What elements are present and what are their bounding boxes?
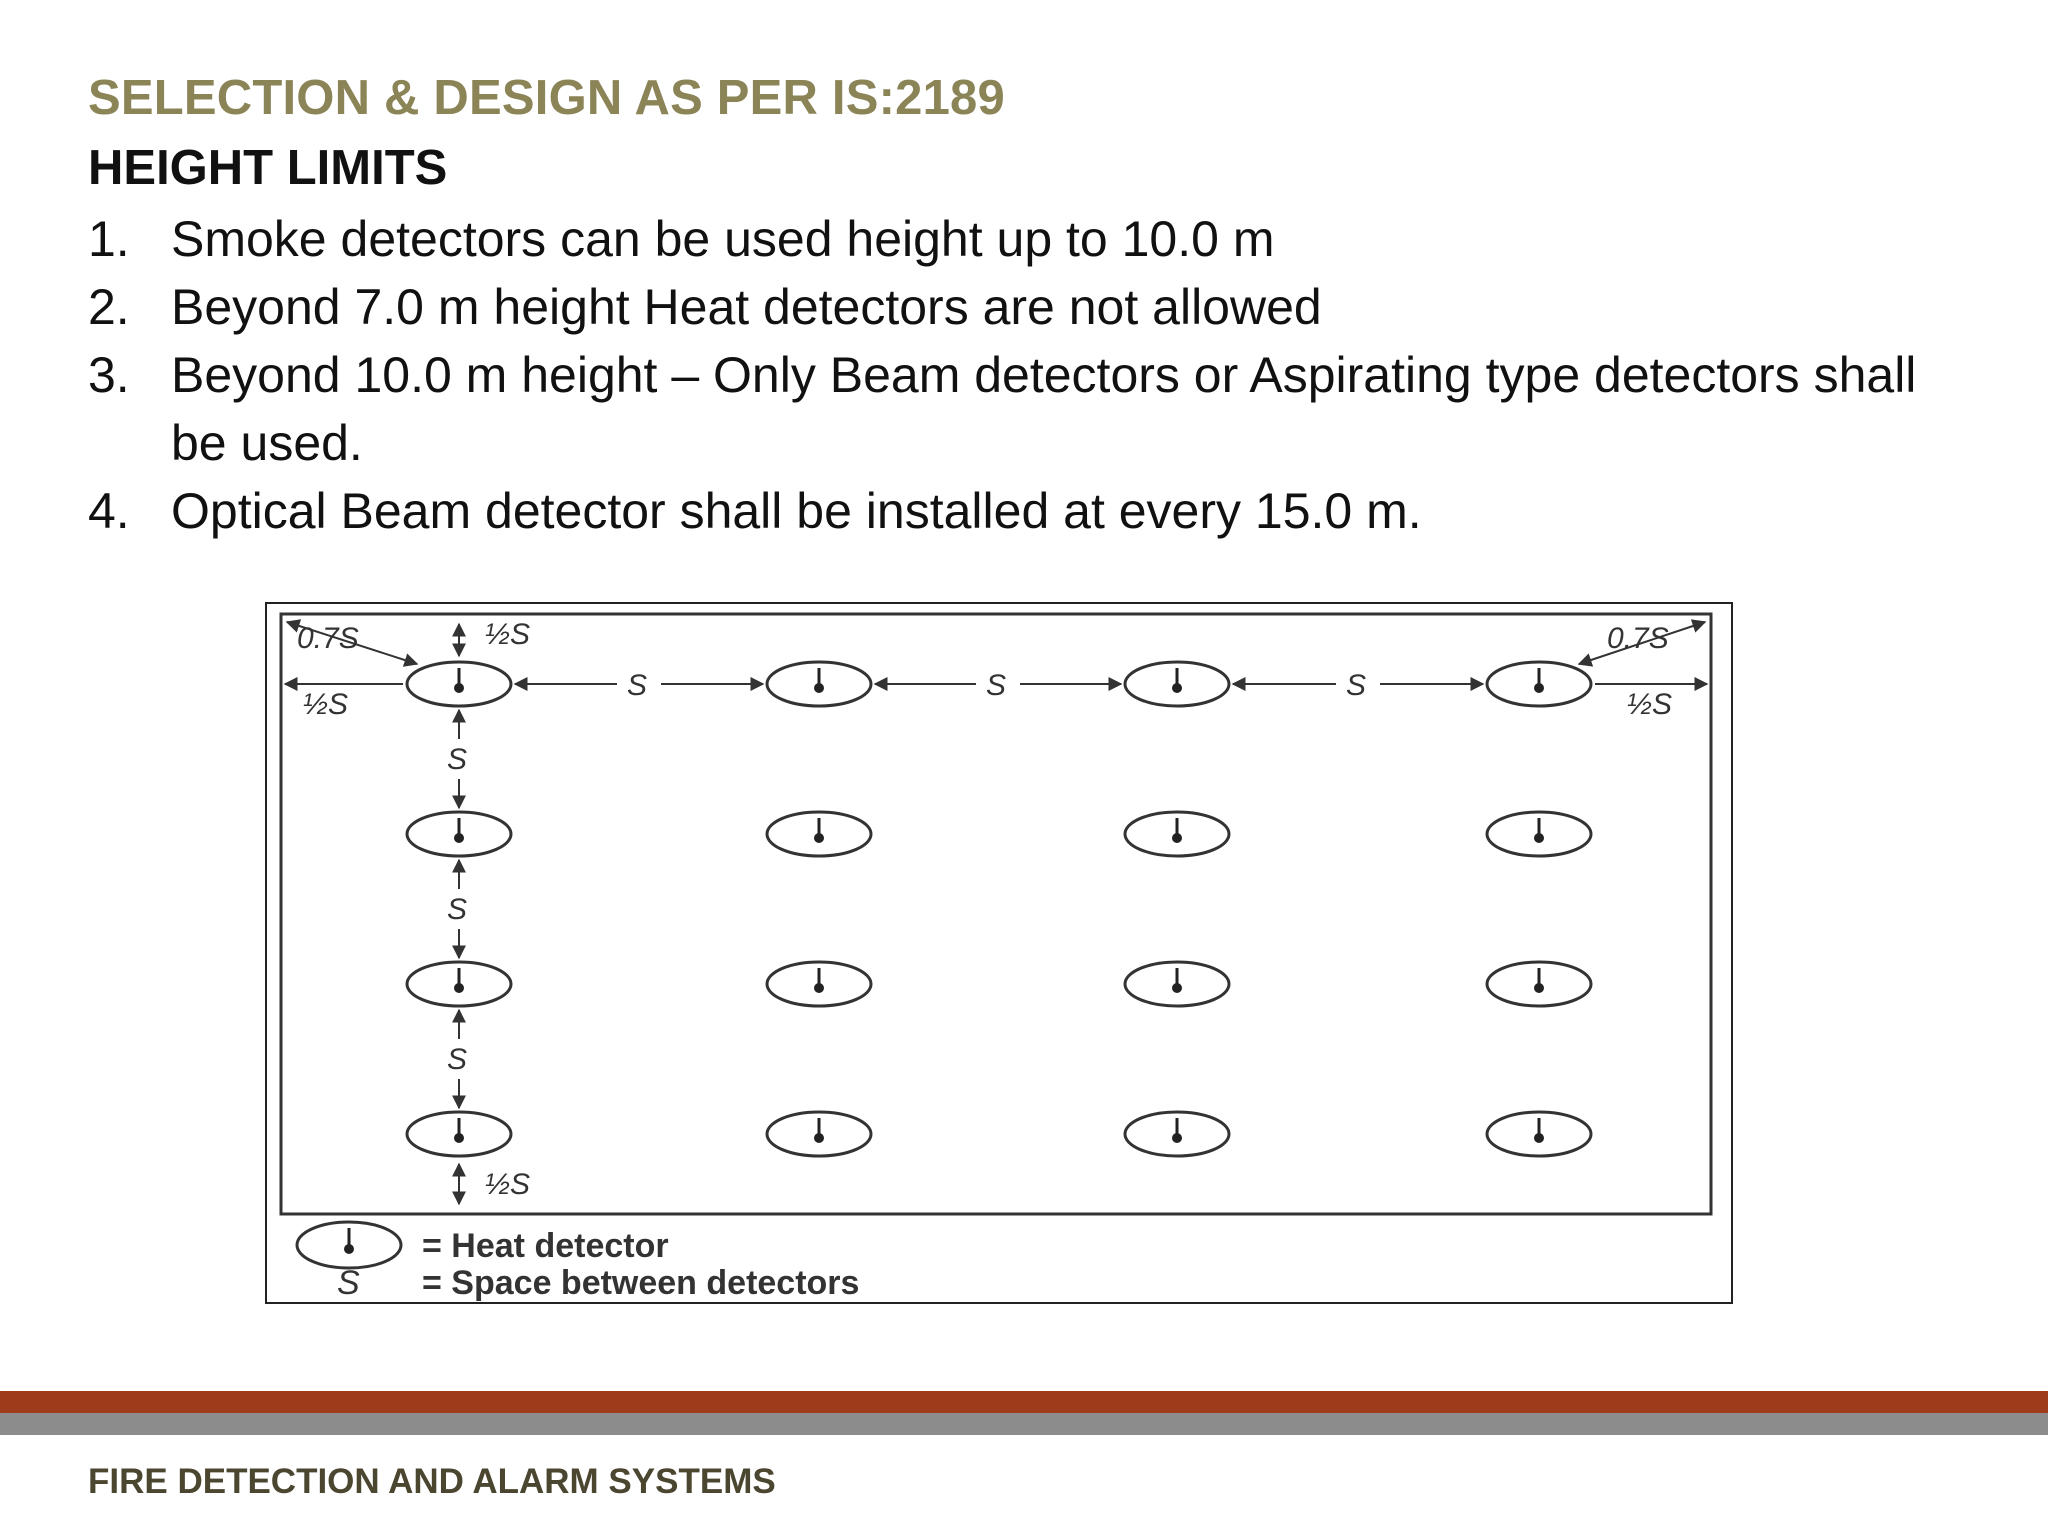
heat-detector-icon [767,962,871,1006]
spacing-label: S [986,669,1007,702]
footer-bar-red [0,1391,2048,1413]
heat-detector-icon [1125,662,1229,706]
list-item [88,341,1951,477]
list-number: 4. [88,483,130,539]
spacing-label: S [1346,669,1367,702]
heat-detector-icon [1487,1112,1591,1156]
half-spacing-label: ½S [485,618,531,651]
list-text: Optical Beam detector shall be installed at every 15.0 m. [171,483,1422,539]
list-number: 1. [88,211,130,267]
list-item [88,477,1988,545]
heat-detector-icon [1487,812,1591,856]
list-number: 2. [88,279,130,335]
diagram-svg [267,604,1731,1302]
list-item [88,205,1988,273]
list-text: Beyond 7.0 m height Heat detectors are not allowed [171,279,1322,335]
list-number: 3. [88,347,130,403]
heat-detector-icon [1125,1112,1229,1156]
heat-detector-icon [407,1112,511,1156]
diagonal-spacing-label: 0.7S [297,622,359,655]
detector-grid [407,662,1591,1156]
half-spacing-label: ½S [1627,688,1673,721]
heat-detector-icon [407,962,511,1006]
list-text: Smoke detectors can be used height up to 10.0 m [171,211,1275,267]
list-item [88,273,1988,341]
room-outline [281,614,1711,1214]
spacing-label: S [447,893,468,926]
half-spacing-label: ½S [485,1168,531,1201]
half-spacing-label: ½S [303,688,349,721]
heat-detector-icon [1125,962,1229,1006]
section-heading: HEIGHT LIMITS [88,141,448,195]
legend-heat-detector: = Heat detector [422,1227,669,1265]
heat-detector-icon [767,662,871,706]
spacing-label: S [447,743,468,776]
footer-bar-grey [0,1413,2048,1435]
legend-s-symbol: S [337,1264,360,1302]
spacing-label: S [627,669,648,702]
heat-detector-icon [767,1112,871,1156]
heat-detector-icon [767,812,871,856]
dimension-annotations [285,618,1707,1204]
heat-detector-icon [407,812,511,856]
heat-detector-icon [1487,662,1591,706]
heat-detector-icon [1487,962,1591,1006]
spacing-label: S [447,1043,468,1076]
legend-space: = Space between detectors [422,1264,860,1302]
slide-title: SELECTION & DESIGN AS PER IS:2189 [88,71,1005,125]
list-text: Beyond 10.0 m height – Only Beam detectors or Aspirating type detectors shall be used. [171,347,1917,471]
heat-detector-icon [1125,812,1229,856]
footer-title: FIRE DETECTION AND ALARM SYSTEMS [88,1462,776,1501]
legend [297,1222,859,1302]
diagonal-spacing-label: 0.7S [1607,622,1669,655]
heat-detector-icon [407,662,511,706]
detector-spacing-diagram [265,602,1733,1304]
height-limits-list [88,205,1988,545]
